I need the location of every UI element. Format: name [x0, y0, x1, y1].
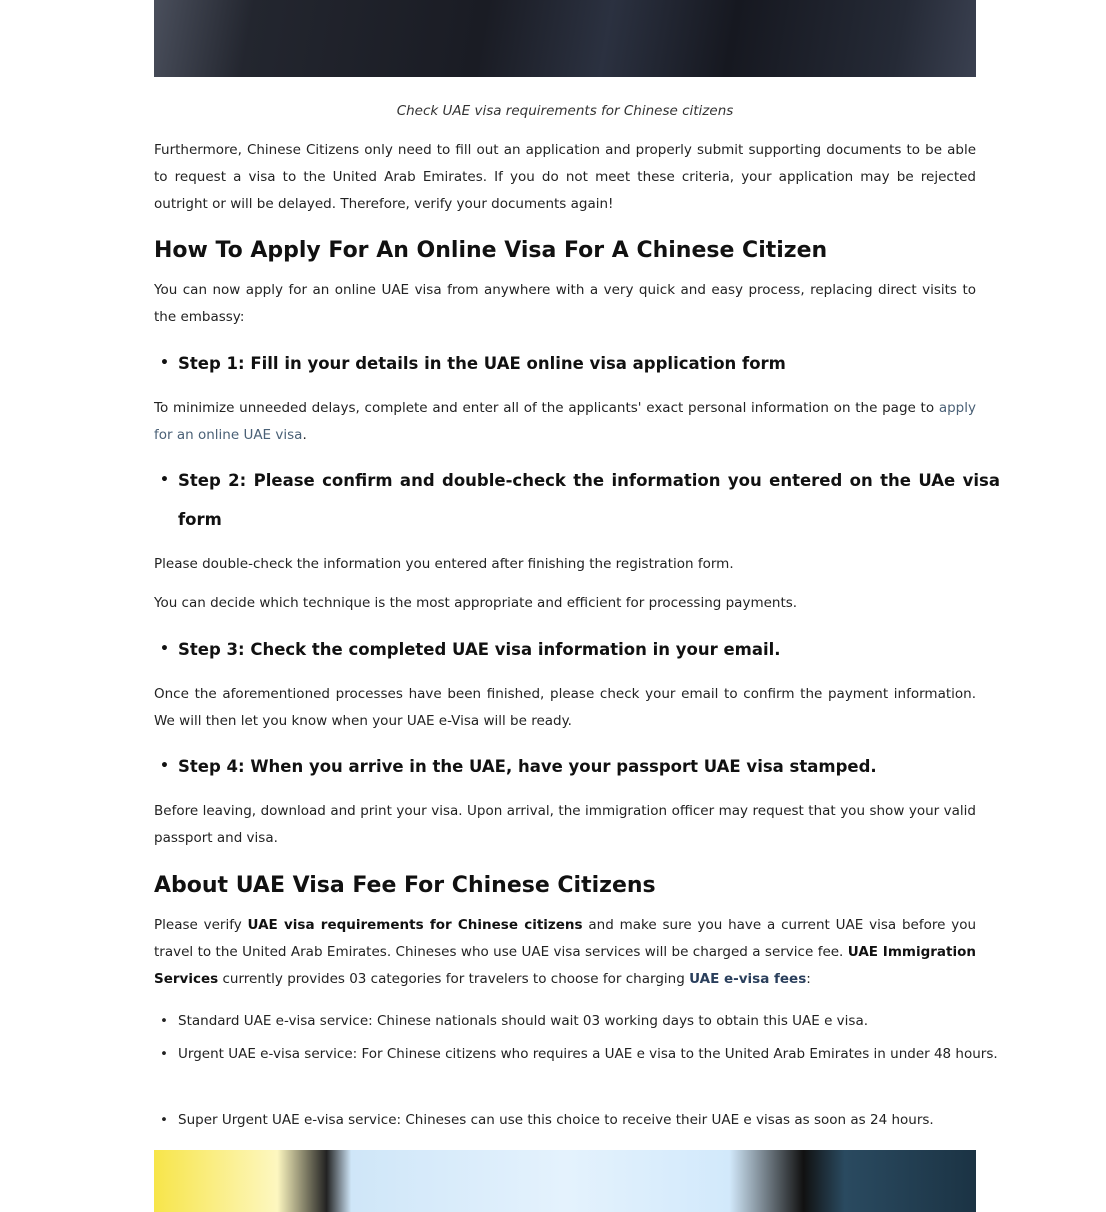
bold-text: UAE visa requirements for Chinese citizens	[247, 917, 583, 933]
paragraph	[154, 395, 976, 449]
paragraph: Please double-check the information you entered after finishing the registration form.	[154, 556, 734, 572]
paragraph: Furthermore, Chinese Citizens only need to fill out an application and properly submit supporting documents to be able to request a visa to the United Arab Emirates. If you do not meet these criteria, your application may be rejected outright or will be delayed. Therefore, verify your documents again!	[154, 142, 976, 212]
bold-text: UAE Immigration Services	[154, 944, 976, 987]
step-4: • Step 4: When you arrive in the UAE, have your passport UAE visa stamped.	[154, 747, 1000, 786]
paragraph: You can now apply for an online UAE visa from anywhere with a very quick and easy process, replacing direct visits to the embassy:	[154, 282, 976, 325]
paragraph: You can decide which technique is the most appropriate and efficient for processing payments.	[154, 595, 798, 611]
list-item: • Super Urgent UAE e-visa service: Chineses can use this choice to receive their UAE e visas as soon as 24 hours.	[154, 1104, 1000, 1137]
text: and make sure you have a current UAE visa before you travel to the United Arab Emirates. Chineses who use UAE visa services will be charged a service fee.	[154, 917, 977, 960]
luggage-photo	[154, 0, 976, 77]
text: To minimize unneeded delays, complete and enter all of the applicants' exact personal information on the page to	[154, 400, 939, 416]
heading-how-to-apply: How To Apply For An Online Visa For A Chinese Citizen	[154, 238, 828, 263]
step-1: • Step 1: Fill in your details in the UAE online visa application form	[154, 344, 1000, 383]
text: :	[806, 971, 811, 987]
list-item: • Urgent UAE e-visa service: For Chinese citizens who requires a UAE e visa to the United Arab Emirates in under 48 hours.	[154, 1038, 1000, 1071]
uae-evisa-fees-link[interactable]: UAE e-visa fees	[689, 971, 807, 987]
text: currently provides 03 categories for travelers to choose for charging	[218, 971, 690, 987]
paragraph: Once the aforementioned processes have been finished, please check your email to confirm the payment information. We will then let you know when your UAE e-Visa will be ready.	[154, 686, 976, 729]
paragraph: Before leaving, download and print your visa. Upon arrival, the immigration officer may request that you show your valid passport and visa.	[154, 803, 976, 846]
paragraph	[154, 912, 976, 993]
step-3: • Step 3: Check the completed UAE visa information in your email.	[154, 630, 1000, 669]
apply-online-visa-link[interactable]: apply for an online UAE visa	[154, 400, 976, 443]
list-item: • Standard UAE e-visa service: Chinese nationals should wait 03 working days to obtain this UAE e visa.	[154, 1005, 1000, 1038]
text: Please verify	[154, 917, 248, 933]
heading-visa-fee: About UAE Visa Fee For Chinese Citizens	[154, 873, 656, 898]
text: .	[302, 427, 307, 443]
image-caption: Check UAE visa requirements for Chinese citizens	[396, 103, 734, 119]
laptop-email-photo	[154, 1150, 976, 1212]
step-2: • Step 2: Please confirm and double-check the information you entered on the UAe visa form	[154, 461, 1000, 539]
